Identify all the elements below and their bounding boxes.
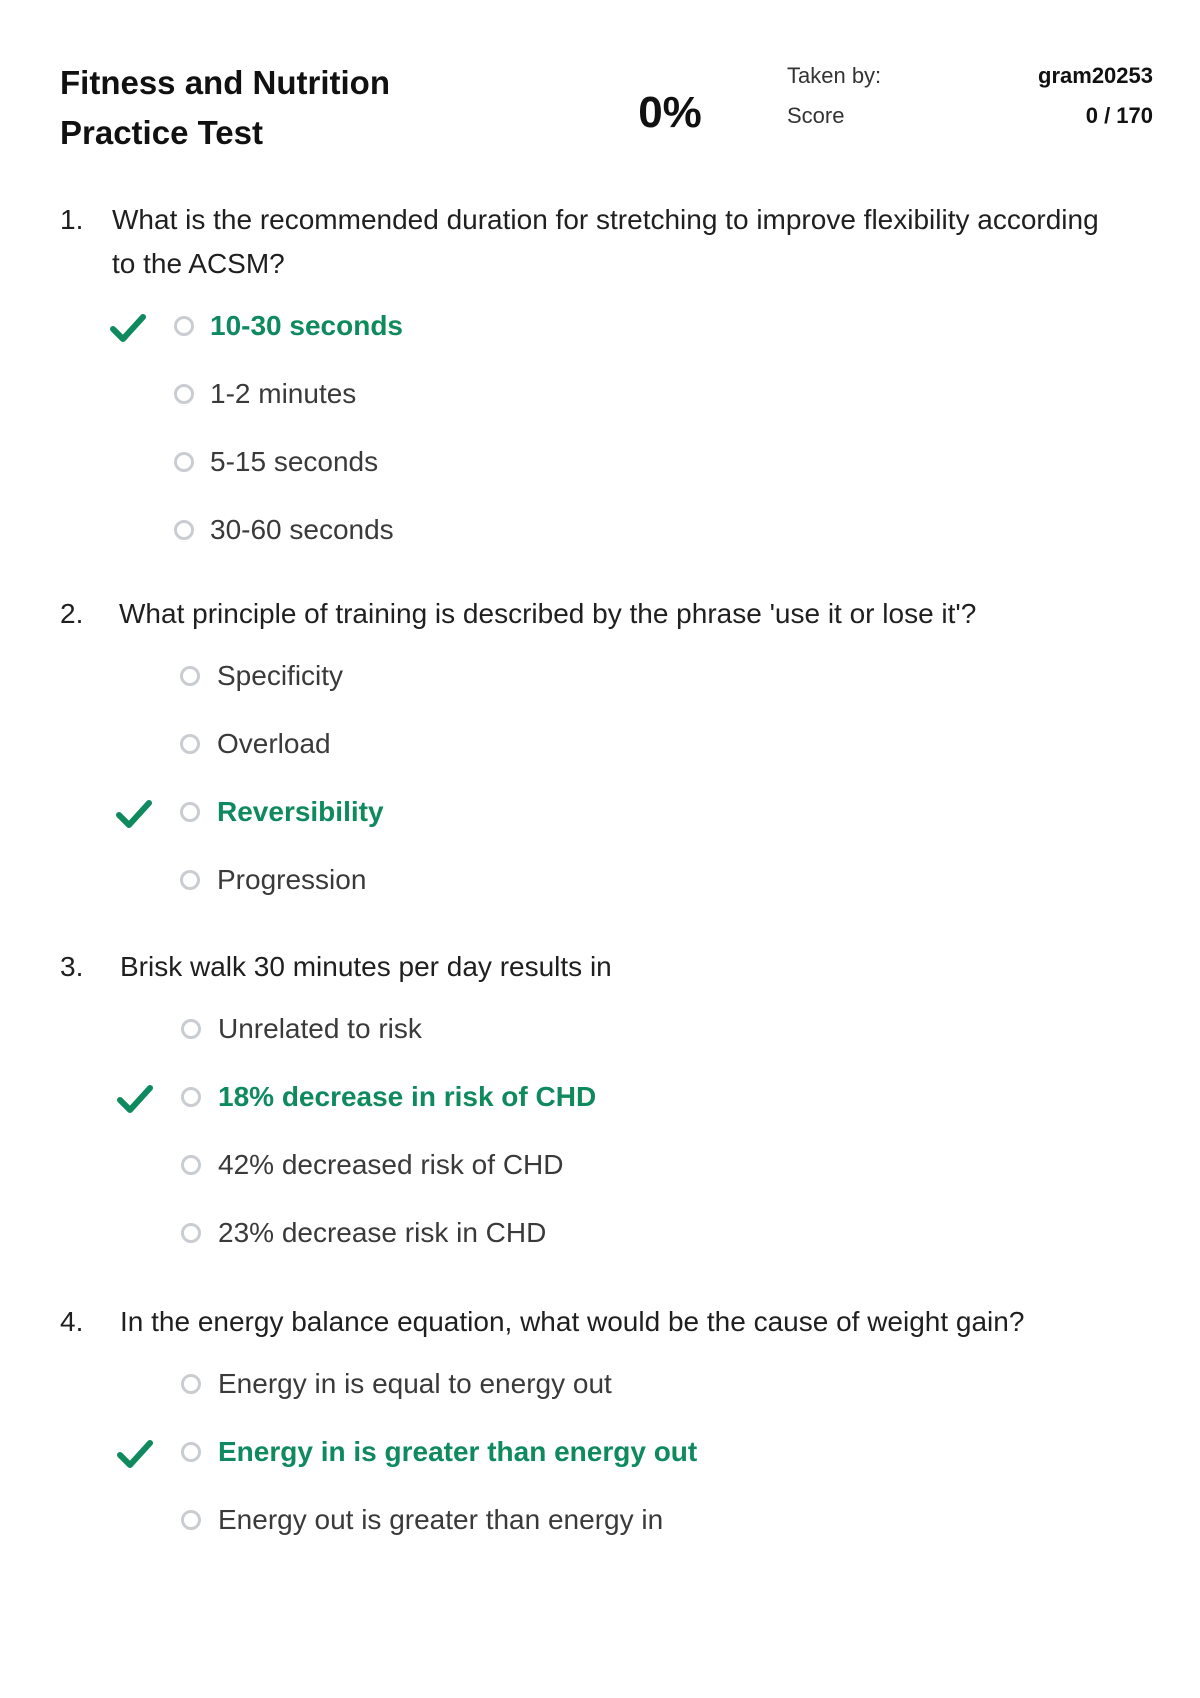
answer-option[interactable] (60, 782, 1120, 850)
radio-button[interactable] (181, 1155, 201, 1175)
option-label: Reversibility (217, 796, 384, 827)
radio-button[interactable] (174, 520, 194, 540)
question-text: Brisk walk 30 minutes per day results in (120, 951, 612, 982)
answer-option[interactable] (60, 646, 1120, 714)
question-4 (60, 1300, 1120, 1558)
radio-button[interactable] (181, 1019, 201, 1039)
radio-button[interactable] (181, 1510, 201, 1530)
question-2 (60, 592, 1120, 918)
option-label: Energy in is greater than energy out (218, 1436, 698, 1467)
option-label: 18% decrease in risk of CHD (218, 1081, 597, 1112)
answer-option[interactable] (60, 500, 1120, 568)
question-text: What principle of training is described by the phrase 'use it or lose it'? (119, 598, 977, 629)
question-header (60, 1300, 1120, 1344)
radio-button[interactable] (181, 1223, 201, 1243)
answer-option[interactable] (60, 850, 1120, 918)
option-list (60, 296, 1120, 568)
option-label: Energy in is equal to energy out (218, 1368, 612, 1399)
page-title: Fitness and Nutrition Practice Test (60, 64, 390, 151)
taken-by-value: gram20253 (1038, 63, 1153, 88)
answer-option[interactable] (60, 296, 1120, 364)
option-list (60, 646, 1120, 918)
question-header (60, 198, 1120, 286)
question-number: 4. (60, 1306, 84, 1337)
answer-option[interactable] (60, 364, 1120, 432)
radio-button[interactable] (181, 1374, 201, 1394)
question-number: 2. (60, 598, 84, 629)
radio-button[interactable] (180, 870, 200, 890)
radio-button[interactable] (180, 734, 200, 754)
option-label: 30-60 seconds (210, 514, 394, 545)
option-label: Progression (217, 864, 367, 895)
question-number: 3. (60, 951, 84, 982)
answer-option[interactable] (60, 1135, 1120, 1203)
option-label: Unrelated to risk (218, 1013, 422, 1044)
results-header (60, 58, 1155, 168)
check-icon (110, 312, 146, 344)
question-3 (60, 945, 1120, 1271)
answer-option[interactable] (60, 999, 1120, 1067)
answer-option[interactable] (60, 1203, 1120, 1271)
answer-option[interactable] (60, 1067, 1120, 1135)
option-label: 23% decrease risk in CHD (218, 1217, 547, 1248)
taken-by-label: Taken by: (787, 63, 882, 88)
option-list (60, 1354, 1120, 1558)
radio-button[interactable] (174, 316, 194, 336)
question-text: In the energy balance equation, what would be the cause of weight gain? (120, 1306, 1025, 1337)
radio-button[interactable] (180, 802, 200, 822)
question-header (60, 592, 1120, 636)
check-icon (116, 798, 152, 830)
taken-by-row (787, 63, 1153, 103)
check-icon (117, 1083, 153, 1115)
question-text: What is the recommended duration for stretching to improve flexibility according to the ACSM? (112, 204, 1099, 279)
option-label: Overload (217, 728, 331, 759)
option-label: 5-15 seconds (210, 446, 379, 477)
answer-option[interactable] (60, 1354, 1120, 1422)
radio-button[interactable] (174, 384, 194, 404)
option-label: 1-2 minutes (210, 378, 357, 409)
score-row (787, 103, 1153, 143)
answer-option[interactable] (60, 1422, 1120, 1490)
option-list (60, 999, 1120, 1271)
answer-option[interactable] (60, 714, 1120, 782)
radio-button[interactable] (174, 452, 194, 472)
question-1 (60, 198, 1120, 568)
option-label: 42% decreased risk of CHD (218, 1149, 564, 1180)
option-label: Specificity (217, 660, 344, 691)
score-value: 0 / 170 (1085, 103, 1153, 128)
answer-option[interactable] (60, 1490, 1120, 1558)
results-meta (787, 63, 1153, 143)
check-icon (117, 1438, 153, 1470)
radio-button[interactable] (181, 1087, 201, 1107)
score-percent: 0% (638, 88, 702, 137)
radio-button[interactable] (181, 1442, 201, 1462)
option-label: 10-30 seconds (210, 310, 403, 341)
question-header (60, 945, 1120, 989)
option-label: Energy out is greater than energy in (218, 1504, 664, 1535)
radio-button[interactable] (180, 666, 200, 686)
answer-option[interactable] (60, 432, 1120, 500)
question-number: 1. (60, 204, 84, 235)
score-label: Score (787, 103, 845, 128)
